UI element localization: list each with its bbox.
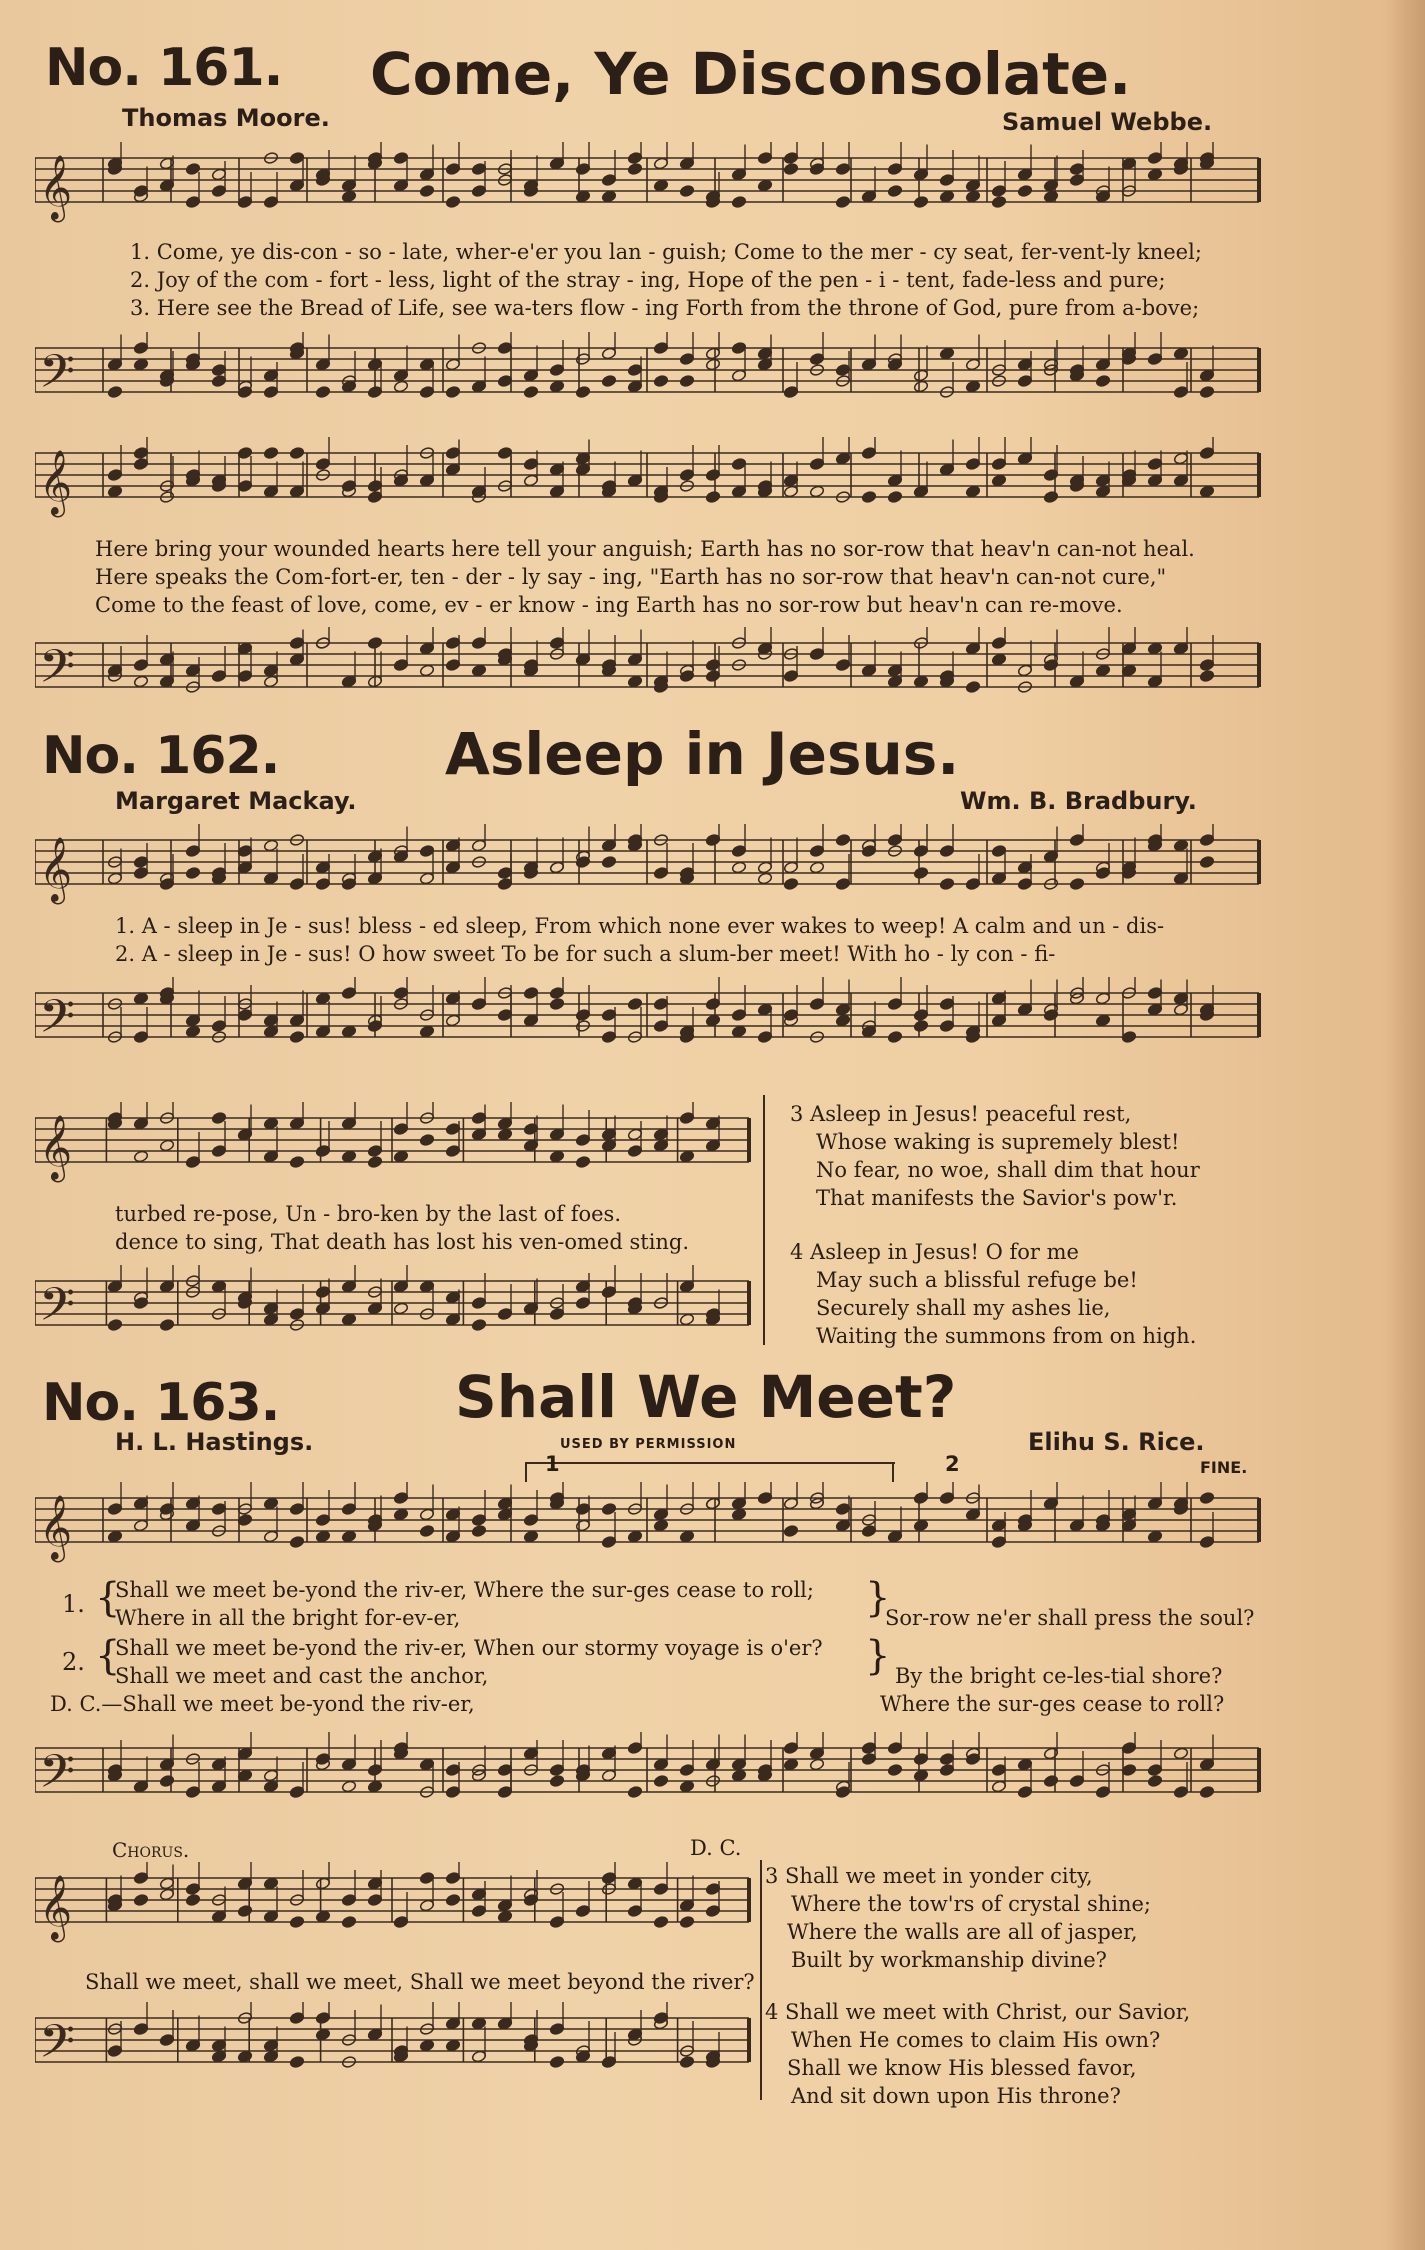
hymn-163-verse-2-number: 2. <box>62 1648 85 1676</box>
clef-icon: 𝄞 <box>39 155 73 220</box>
note-head <box>159 1774 174 1787</box>
hymn-163-ending-bracket <box>525 1462 895 1464</box>
hymn-163-first-ending: 1 <box>545 1452 560 1476</box>
note-head <box>679 1150 694 1163</box>
note-head <box>887 490 902 503</box>
note-head <box>965 680 980 693</box>
note-head <box>549 1774 564 1787</box>
hymn-161-lyricist: Thomas Moore. <box>122 104 330 132</box>
note-head <box>497 1128 512 1141</box>
hymn-163-ending-bracket-tick <box>525 1462 527 1482</box>
page-edge-shadow <box>1385 0 1425 2250</box>
note-head <box>783 162 798 175</box>
hymn-162-lyric-line-1: 1. A - sleep in Je - sus! bless - ed sleep, From which none ever wakes to weep! A calm and un - dis- <box>115 914 1165 938</box>
hymn-163-left-brace: { <box>95 1575 121 1621</box>
note-head <box>679 1915 694 1928</box>
note-head <box>289 446 304 459</box>
clef-icon: 𝄢 <box>39 1745 76 1810</box>
hymn-163-left-brace: { <box>95 1633 121 1679</box>
note-head <box>133 358 148 371</box>
note-head <box>393 380 408 393</box>
note-head <box>341 1150 356 1163</box>
verse-line: 4 Shall we meet with Christ, our Savior, <box>765 2000 1191 2024</box>
verse-line: When He comes to claim His own? <box>791 2028 1161 2052</box>
note-head <box>679 1530 694 1543</box>
note-head <box>341 1530 356 1543</box>
hymn-161-number: No. 161. <box>45 38 283 98</box>
note-head <box>679 184 694 197</box>
hymn-163-right-brace: } <box>865 1633 891 1679</box>
note-head <box>575 1155 590 1168</box>
hymn-163-dc-mark: D. C. <box>690 1836 742 1860</box>
note-head <box>367 636 382 649</box>
note-head <box>835 833 850 846</box>
hymn-163-verse-1-line-b: Where in all the bright for-ev-er, <box>115 1606 461 1630</box>
note-head <box>653 1774 668 1787</box>
note-head <box>419 2039 434 2052</box>
hymn-163-verse-2-line-a: Shall we meet be-yond the riv-er, When our stormy voyage is o'er? <box>115 1636 823 1660</box>
note-head <box>939 877 954 890</box>
note-head <box>731 1508 746 1521</box>
hymn-161-lyric-line-3: 3. Here see the Bread of Life, see wa-ters flow - ing Forth from the throne of God, pure from a-bove; <box>130 296 1200 320</box>
hymn-163-right-brace: } <box>865 1575 891 1621</box>
verse-line: 4 Asleep in Jesus! O for me <box>790 1240 1079 1264</box>
note-head <box>1173 1747 1188 1760</box>
note-head <box>913 675 928 688</box>
note-head <box>133 1893 148 1906</box>
note-head <box>315 1530 330 1543</box>
note-head <box>679 1313 694 1326</box>
note-head <box>549 2055 564 2068</box>
note-head <box>627 1530 642 1543</box>
hymn-163-chorus-bass-staff <box>35 2000 755 2125</box>
note-head <box>627 1785 642 1798</box>
hymn-161-lyric-line-4: Here bring your wounded hearts here tell your anguish; Earth has no sor-row that heav'n can-not heal. <box>95 537 1195 561</box>
note-head <box>601 374 616 387</box>
hymn-162-lyric-line-4: dence to sing, That death has lost his ven-omed sting. <box>115 1230 690 1254</box>
note-head <box>1017 184 1032 197</box>
verse-line: Securely shall my ashes lie, <box>816 1296 1111 1320</box>
note-head <box>809 485 824 498</box>
note-head <box>471 664 486 677</box>
note-head <box>627 162 642 175</box>
note-head <box>575 190 590 203</box>
hymn-162-title: Asleep in Jesus. <box>445 720 960 788</box>
note-head <box>549 997 564 1010</box>
note-head <box>107 385 122 398</box>
note-head <box>757 872 772 885</box>
note-head <box>185 866 200 879</box>
note-head <box>1043 490 1058 503</box>
hymn-163-chorus-label: Chorus. <box>112 1838 190 1862</box>
note-head <box>1199 385 1214 398</box>
hymn-162-treble-staff-1 <box>35 822 1265 922</box>
note-head <box>159 1318 174 1331</box>
hymn-163-verse-2-line-c: By the bright ce-les-tial shore? <box>895 1664 1223 1688</box>
note-head <box>913 195 928 208</box>
hymn-163-number: No. 163. <box>42 1373 280 1433</box>
note-head <box>861 490 876 503</box>
verse-line: 3 Asleep in Jesus! peaceful rest, <box>790 1102 1132 1126</box>
hymn-163-second-ending: 2 <box>945 1452 960 1476</box>
note-head <box>445 2039 460 2052</box>
hymn-161-lyric-line-6: Come to the feast of love, come, ev - er know - ing Earth has no sor-row but heav'n can re-move. <box>95 593 1123 617</box>
hymn-161-lyric-line-2: 2. Joy of the com - fort - less, light of the stray - ing, Hope of the pen - i - tent, fade-less and pure; <box>130 268 1166 292</box>
note-head <box>601 855 616 868</box>
note-head <box>809 861 824 874</box>
note-head <box>133 992 148 1005</box>
hymn-163-verse-3 <box>765 1862 1151 1974</box>
note-head <box>731 195 746 208</box>
note-head <box>965 190 980 203</box>
note-head <box>1199 855 1214 868</box>
note-head <box>965 485 980 498</box>
note-head <box>991 474 1006 487</box>
note-head <box>679 2055 694 2068</box>
note-head <box>913 1019 928 1032</box>
hymn-163-lyricist: H. L. Hastings. <box>115 1428 314 1456</box>
note-head <box>991 195 1006 208</box>
note-head <box>835 1014 850 1027</box>
note-head <box>705 358 720 371</box>
note-head <box>757 179 772 192</box>
note-head <box>315 385 330 398</box>
note-head <box>159 1139 174 1152</box>
hymn-163-verse-1-line-a: Shall we meet be-yond the riv-er, Where the sur-ges cease to roll; <box>115 1578 814 1602</box>
verse-line: Shall we know His blessed favor, <box>787 2056 1137 2080</box>
note-head <box>1043 190 1058 203</box>
note-head <box>289 1030 304 1043</box>
note-head <box>133 1150 148 1163</box>
note-head <box>965 380 980 393</box>
note-head <box>601 190 616 203</box>
hymn-163-fine-mark: FINE. <box>1200 1458 1248 1477</box>
note-head <box>913 1769 928 1782</box>
note-head <box>913 1519 928 1532</box>
note-head <box>575 385 590 398</box>
note-head <box>289 1535 304 1548</box>
note-head <box>445 385 460 398</box>
note-head <box>1199 1785 1214 1798</box>
clef-icon: 𝄢 <box>39 990 76 1055</box>
hymn-161-bass-staff-1 <box>35 330 1265 445</box>
note-head <box>939 347 954 360</box>
note-head <box>887 1030 902 1043</box>
note-head <box>341 190 356 203</box>
verse-line: That manifests the Savior's pow'r. <box>816 1186 1178 1210</box>
note-head <box>107 1530 122 1543</box>
note-head <box>549 1150 564 1163</box>
clef-icon: 𝄞 <box>39 1875 73 1940</box>
note-head <box>1199 485 1214 498</box>
note-head <box>705 490 720 503</box>
note-head <box>341 1025 356 1038</box>
verse-line: May such a blissful refuge be! <box>816 1268 1138 1292</box>
note-head <box>1043 1774 1058 1787</box>
note-head <box>341 1313 356 1326</box>
note-head <box>809 1758 824 1771</box>
note-head <box>237 1904 252 1917</box>
note-head <box>731 1769 746 1782</box>
note-head <box>471 1524 486 1537</box>
clef-icon: 𝄞 <box>39 450 73 515</box>
verse-line: Where the walls are all of jasper, <box>787 1920 1138 1944</box>
note-head <box>445 1893 460 1906</box>
clef-icon: 𝄢 <box>39 640 76 705</box>
hymn-163-verse-2-line-b: Shall we meet and cast the anchor, <box>115 1664 489 1688</box>
hymn-161-lyric-line-5: Here speaks the Com-fort-er, ten - der - ly say - ing, "Earth has no sor-row that heav'n can-not cure," <box>95 565 1167 589</box>
hymn-163-chorus-treble-staff <box>35 1860 755 1960</box>
note-head <box>237 2050 252 2063</box>
note-head <box>263 446 278 459</box>
verse-line: 3 Shall we meet in yonder city, <box>765 1864 1093 1888</box>
hymn-162-number: No. 162. <box>42 726 280 786</box>
note-head <box>783 877 798 890</box>
note-head <box>1199 1491 1214 1504</box>
note-head <box>887 184 902 197</box>
note-head <box>107 1318 122 1331</box>
hymn-163-bass-staff-1 <box>35 1730 1265 1850</box>
note-head <box>913 380 928 393</box>
note-head <box>913 866 928 879</box>
note-head <box>705 1014 720 1027</box>
note-head <box>523 385 538 398</box>
note-head <box>315 2028 330 2041</box>
note-head <box>289 1155 304 1168</box>
note-head <box>497 1910 512 1923</box>
note-head <box>1147 1530 1162 1543</box>
hymn-163-ending-bracket-tick <box>892 1462 894 1482</box>
note-head <box>419 1524 434 1537</box>
verse-line: Built by workmanship divine? <box>791 1948 1107 1972</box>
verse-line: Waiting the summons from on high. <box>816 1324 1197 1348</box>
note-head <box>887 1763 902 1776</box>
clef-icon: 𝄞 <box>39 1495 73 1560</box>
hymn-161-composer: Samuel Webbe. <box>1002 108 1213 136</box>
note-head <box>289 1915 304 1928</box>
note-head <box>679 374 694 387</box>
note-head <box>1095 664 1110 677</box>
note-head <box>1147 1774 1162 1787</box>
note-head <box>783 1524 798 1537</box>
clef-icon: 𝄞 <box>39 1115 73 1180</box>
note-head <box>679 1780 694 1793</box>
hymn-163-verse-1-number: 1. <box>62 1590 85 1618</box>
note-head <box>939 190 954 203</box>
note-head <box>107 485 122 498</box>
hymn-161-lyric-line-1: 1. Come, ye dis-con - so - late, wher-e'er you lan - guish; Come to the mer - cy seat, fer-vent-ly kneel; <box>130 240 1202 264</box>
note-head <box>445 195 460 208</box>
clef-icon: 𝄢 <box>39 2015 76 2080</box>
note-head <box>1095 1014 1110 1027</box>
hymn-162-column-divider <box>763 1095 765 1345</box>
note-head <box>393 1150 408 1163</box>
note-head <box>1095 374 1110 387</box>
note-head <box>1199 669 1214 682</box>
note-head <box>289 2055 304 2068</box>
hymn-163-dc-line-b: Where the sur-ges cease to roll? <box>880 1692 1225 1716</box>
hymn-162-treble-staff-2 <box>35 1100 755 1200</box>
hymn-162-verse-3 <box>790 1100 1200 1212</box>
note-head <box>653 179 668 192</box>
note-head <box>627 675 642 688</box>
hymn-163-dc-line-a: D. C.—Shall we meet be-yond the riv-er, <box>50 1692 475 1716</box>
clef-icon: 𝄢 <box>39 345 76 410</box>
note-head <box>1173 347 1188 360</box>
note-head <box>133 675 148 688</box>
note-head <box>1147 168 1162 181</box>
clef-icon: 𝄢 <box>39 1278 76 1343</box>
hymn-163-permission-note: USED BY PERMISSION <box>560 1437 737 1452</box>
hymn-162-bass-staff-2 <box>35 1263 755 1363</box>
hymn-163-verse-1-line-c: Sor-row ne'er shall press the soul? <box>885 1606 1255 1630</box>
note-head <box>367 1155 382 1168</box>
note-head <box>653 1915 668 1928</box>
hymn-162-lyric-line-3: turbed re-pose, Un - bro-ken by the last of foes. <box>115 1202 621 1226</box>
note-head <box>523 1530 538 1543</box>
hymn-161-treble-staff-2 <box>35 435 1265 550</box>
note-head <box>653 374 668 387</box>
verse-line: Where the tow'rs of crystal shine; <box>791 1892 1151 1916</box>
note-head <box>341 1915 356 1928</box>
note-head <box>783 1758 798 1771</box>
clef-icon: 𝄞 <box>39 837 73 902</box>
note-head <box>367 1780 382 1793</box>
hymn-163-verse-4 <box>765 1998 1190 2110</box>
note-head <box>185 1893 200 1906</box>
note-head <box>419 664 434 677</box>
hymn-162-composer: Wm. B. Bradbury. <box>960 787 1197 815</box>
verse-line: No fear, no woe, shall dim that hour <box>816 1158 1200 1182</box>
hymn-163-chorus-lyric: Shall we meet, shall we meet, Shall we meet beyond the river? <box>85 1970 755 1994</box>
note-head <box>471 1318 486 1331</box>
note-head <box>393 1302 408 1315</box>
hymn-163-column-divider <box>760 1860 762 2100</box>
note-head <box>419 184 434 197</box>
hymn-163-composer: Elihu S. Rice. <box>1028 1428 1205 1456</box>
verse-line: Whose waking is supremely blest! <box>816 1130 1180 1154</box>
note-head <box>653 1519 668 1532</box>
note-head <box>185 1025 200 1038</box>
hymn-162-verse-4 <box>790 1238 1196 1350</box>
note-head <box>1069 877 1084 890</box>
note-head <box>315 1910 330 1923</box>
note-head <box>835 195 850 208</box>
note-head <box>419 1133 434 1146</box>
hymn-162-bass-staff-1 <box>35 975 1265 1075</box>
note-head <box>991 653 1006 666</box>
hymn-162-lyricist: Margaret Mackay. <box>115 787 357 815</box>
note-head <box>419 1025 434 1038</box>
note-head <box>549 380 564 393</box>
hymn-162-lyric-line-2: 2. A - sleep in Je - sus! O how sweet To be for such a slum-ber meet! With ho - ly con - fi- <box>115 942 1056 966</box>
note-head <box>393 1508 408 1521</box>
hymn-163-title: Shall We Meet? <box>455 1363 957 1431</box>
verse-line: And sit down upon His throne? <box>791 2084 1121 2108</box>
note-head <box>731 1025 746 1038</box>
note-head <box>341 1780 356 1793</box>
note-head <box>731 861 746 874</box>
hymn-161-title: Come, Ye Disconsolate. <box>370 40 1132 108</box>
